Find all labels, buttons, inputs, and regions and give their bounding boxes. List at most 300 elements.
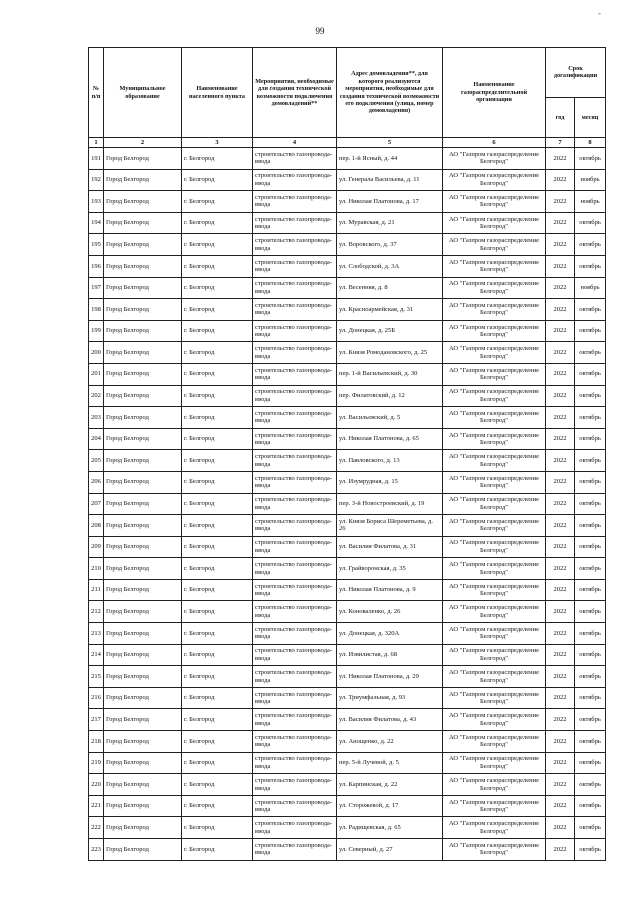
settlement-cell: г. Белгород <box>182 493 253 515</box>
year-cell: 2022 <box>546 515 575 537</box>
row-number: 202 <box>89 385 104 407</box>
row-number: 209 <box>89 536 104 558</box>
month-cell: октябрь <box>575 342 606 364</box>
month-cell: октябрь <box>575 623 606 645</box>
address-cell: ул. Николая Платонова, д. 9 <box>337 579 443 601</box>
settlement-cell: г. Белгород <box>182 644 253 666</box>
year-cell: 2022 <box>546 385 575 407</box>
month-cell: октябрь <box>575 752 606 774</box>
row-number: 218 <box>89 731 104 753</box>
row-number: 213 <box>89 623 104 645</box>
organization-cell: АО "Газпром газораспределение Белгород" <box>443 255 546 277</box>
settlement-cell: г. Белгород <box>182 471 253 493</box>
municipality-cell: Город Белгород <box>104 342 182 364</box>
row-number: 220 <box>89 774 104 796</box>
measure-cell: строительство газопровода-ввода <box>253 407 337 429</box>
address-cell: ул. Николая Платонова, д. 29 <box>337 666 443 688</box>
municipality-cell: Город Белгород <box>104 277 182 299</box>
table-row <box>89 601 606 623</box>
row-number: 200 <box>89 342 104 364</box>
organization-cell: АО "Газпром газораспределение Белгород" <box>443 515 546 537</box>
organization-cell: АО "Газпром газораспределение Белгород" <box>443 839 546 861</box>
month-cell: октябрь <box>575 407 606 429</box>
row-number: 203 <box>89 407 104 429</box>
address-cell: ул. Коноваленко, д. 26 <box>337 601 443 623</box>
year-cell: 2022 <box>546 601 575 623</box>
municipality-cell: Город Белгород <box>104 601 182 623</box>
measure-cell: строительство газопровода-ввода <box>253 320 337 342</box>
organization-cell: АО "Газпром газораспределение Белгород" <box>443 579 546 601</box>
address-cell: ул. Николая Платонова, д. 65 <box>337 428 443 450</box>
measure-cell: строительство газопровода-ввода <box>253 255 337 277</box>
organization-cell: АО "Газпром газораспределение Белгород" <box>443 428 546 450</box>
year-cell: 2022 <box>546 579 575 601</box>
row-number: 219 <box>89 752 104 774</box>
row-number: 211 <box>89 579 104 601</box>
municipality-cell: Город Белгород <box>104 515 182 537</box>
table-row <box>89 644 606 666</box>
month-cell: октябрь <box>575 320 606 342</box>
year-cell: 2022 <box>546 558 575 580</box>
address-cell: ул. Грайворонская, д. 35 <box>337 558 443 580</box>
organization-cell: АО "Газпром газораспределение Белгород" <box>443 666 546 688</box>
table-row <box>89 774 606 796</box>
measure-cell: строительство газопровода-ввода <box>253 558 337 580</box>
measure-cell: строительство газопровода-ввода <box>253 299 337 321</box>
month-cell: октябрь <box>575 385 606 407</box>
table-row <box>89 450 606 472</box>
settlement-cell: г. Белгород <box>182 774 253 796</box>
measure-cell: строительство газопровода-ввода <box>253 579 337 601</box>
month-cell: октябрь <box>575 299 606 321</box>
table-row <box>89 342 606 364</box>
organization-cell: АО "Газпром газораспределение Белгород" <box>443 234 546 256</box>
month-cell: октябрь <box>575 450 606 472</box>
organization-cell: АО "Газпром газораспределение Белгород" <box>443 795 546 817</box>
row-number: 215 <box>89 666 104 688</box>
measure-cell: строительство газопровода-ввода <box>253 601 337 623</box>
address-cell: ул. Князя Ромодановского, д. 25 <box>337 342 443 364</box>
row-number: 221 <box>89 795 104 817</box>
col-number: 3 <box>182 138 253 148</box>
row-number: 210 <box>89 558 104 580</box>
month-cell: октябрь <box>575 687 606 709</box>
col-number: 8 <box>575 138 606 148</box>
year-cell: 2022 <box>546 450 575 472</box>
measure-cell: строительство газопровода-ввода <box>253 428 337 450</box>
table-row <box>89 299 606 321</box>
organization-cell: АО "Газпром газораспределение Белгород" <box>443 687 546 709</box>
address-cell: ул. Северный, д. 27 <box>337 839 443 861</box>
settlement-cell: г. Белгород <box>182 839 253 861</box>
row-number: 201 <box>89 363 104 385</box>
municipality-cell: Город Белгород <box>104 709 182 731</box>
month-cell: октябрь <box>575 471 606 493</box>
header-measures: Мероприятия, необходимые для создания технической возможности подключения домовладений** <box>253 48 337 138</box>
year-cell: 2022 <box>546 774 575 796</box>
municipality-cell: Город Белгород <box>104 234 182 256</box>
month-cell: октябрь <box>575 212 606 234</box>
header-deadline: Срок догазификации <box>546 48 606 98</box>
measure-cell: строительство газопровода-ввода <box>253 623 337 645</box>
settlement-cell: г. Белгород <box>182 579 253 601</box>
row-number: 207 <box>89 493 104 515</box>
year-cell: 2022 <box>546 666 575 688</box>
measure-cell: строительство газопровода-ввода <box>253 212 337 234</box>
municipality-cell: Город Белгород <box>104 731 182 753</box>
address-cell: ул. Донецкая, д. 25Б <box>337 320 443 342</box>
measure-cell: строительство газопровода-ввода <box>253 191 337 213</box>
measure-cell: строительство газопровода-ввода <box>253 687 337 709</box>
month-cell: октябрь <box>575 363 606 385</box>
gasification-table <box>88 47 606 861</box>
address-cell: ул. Князя Бориса Шереметьева, д. 26 <box>337 515 443 537</box>
municipality-cell: Город Белгород <box>104 169 182 191</box>
table-row <box>89 234 606 256</box>
table-row <box>89 363 606 385</box>
table-row <box>89 752 606 774</box>
row-number: 214 <box>89 644 104 666</box>
settlement-cell: г. Белгород <box>182 515 253 537</box>
column-numbers-row <box>89 138 606 148</box>
table-row <box>89 255 606 277</box>
organization-cell: АО "Газпром газораспределение Белгород" <box>443 774 546 796</box>
municipality-cell: Город Белгород <box>104 471 182 493</box>
address-cell: ул. Слободской, д. 3А <box>337 255 443 277</box>
header-organization: Наименование газораспределительной организации <box>443 48 546 138</box>
settlement-cell: г. Белгород <box>182 428 253 450</box>
table-row <box>89 148 606 170</box>
settlement-cell: г. Белгород <box>182 299 253 321</box>
row-number: 192 <box>89 169 104 191</box>
address-cell: пер. 1-й Ясный, д. 44 <box>337 148 443 170</box>
settlement-cell: г. Белгород <box>182 342 253 364</box>
address-cell: ул. Воровского, д. 37 <box>337 234 443 256</box>
month-cell: октябрь <box>575 839 606 861</box>
measure-cell: строительство газопровода-ввода <box>253 731 337 753</box>
organization-cell: АО "Газпром газораспределение Белгород" <box>443 471 546 493</box>
municipality-cell: Город Белгород <box>104 536 182 558</box>
settlement-cell: г. Белгород <box>182 795 253 817</box>
year-cell: 2022 <box>546 623 575 645</box>
organization-cell: АО "Газпром газораспределение Белгород" <box>443 644 546 666</box>
month-cell: октябрь <box>575 709 606 731</box>
header-num: № п/п <box>89 48 104 138</box>
table-row <box>89 536 606 558</box>
municipality-cell: Город Белгород <box>104 752 182 774</box>
year-cell: 2022 <box>546 407 575 429</box>
month-cell: ноябрь <box>575 277 606 299</box>
settlement-cell: г. Белгород <box>182 752 253 774</box>
organization-cell: АО "Газпром газораспределение Белгород" <box>443 752 546 774</box>
month-cell: ноябрь <box>575 169 606 191</box>
row-number: 206 <box>89 471 104 493</box>
measure-cell: строительство газопровода-ввода <box>253 471 337 493</box>
measure-cell: строительство газопровода-ввода <box>253 342 337 364</box>
row-number: 204 <box>89 428 104 450</box>
year-cell: 2022 <box>546 234 575 256</box>
col-number: 1 <box>89 138 104 148</box>
municipality-cell: Город Белгород <box>104 666 182 688</box>
measure-cell: строительство газопровода-ввода <box>253 277 337 299</box>
settlement-cell: г. Белгород <box>182 817 253 839</box>
month-cell: октябрь <box>575 428 606 450</box>
header-municipality: Муниципальное образование <box>104 48 182 138</box>
month-cell: октябрь <box>575 644 606 666</box>
municipality-cell: Город Белгород <box>104 558 182 580</box>
table-row <box>89 169 606 191</box>
table-row <box>89 407 606 429</box>
address-cell: пер. 1-й Васильевский, д. 30 <box>337 363 443 385</box>
month-cell: октябрь <box>575 234 606 256</box>
municipality-cell: Город Белгород <box>104 450 182 472</box>
year-cell: 2022 <box>546 277 575 299</box>
table-row <box>89 471 606 493</box>
table-row <box>89 493 606 515</box>
measure-cell: строительство газопровода-ввода <box>253 774 337 796</box>
year-cell: 2022 <box>546 363 575 385</box>
month-cell: октябрь <box>575 558 606 580</box>
row-number: 196 <box>89 255 104 277</box>
year-cell: 2022 <box>546 148 575 170</box>
address-cell: ул. Николая Платонова, д. 17 <box>337 191 443 213</box>
row-number: 223 <box>89 839 104 861</box>
month-cell: октябрь <box>575 817 606 839</box>
year-cell: 2022 <box>546 687 575 709</box>
col-number: 6 <box>443 138 546 148</box>
year-cell: 2022 <box>546 255 575 277</box>
measure-cell: строительство газопровода-ввода <box>253 385 337 407</box>
row-number: 191 <box>89 148 104 170</box>
address-cell: ул. Василия Филатова, д. 31 <box>337 536 443 558</box>
year-cell: 2022 <box>546 191 575 213</box>
row-number: 216 <box>89 687 104 709</box>
municipality-cell: Город Белгород <box>104 644 182 666</box>
header-address: Адрес домовладения**, для которого реализуются мероприятия, необходимые для создания технической возможности его подключения (улица, номер домовладения) <box>337 48 443 138</box>
settlement-cell: г. Белгород <box>182 601 253 623</box>
settlement-cell: г. Белгород <box>182 234 253 256</box>
col-number: 2 <box>104 138 182 148</box>
row-number: 222 <box>89 817 104 839</box>
measure-cell: строительство газопровода-ввода <box>253 234 337 256</box>
table-row <box>89 385 606 407</box>
municipality-cell: Город Белгород <box>104 623 182 645</box>
address-cell: ул. Донецкая, д. 320А <box>337 623 443 645</box>
year-cell: 2022 <box>546 320 575 342</box>
year-cell: 2022 <box>546 536 575 558</box>
settlement-cell: г. Белгород <box>182 687 253 709</box>
municipality-cell: Город Белгород <box>104 299 182 321</box>
address-cell: пер. Филатовский, д. 12 <box>337 385 443 407</box>
address-cell: ул. Извилистая, д. 68 <box>337 644 443 666</box>
table-row <box>89 731 606 753</box>
organization-cell: АО "Газпром газораспределение Белгород" <box>443 363 546 385</box>
municipality-cell: Город Белгород <box>104 795 182 817</box>
organization-cell: АО "Газпром газораспределение Белгород" <box>443 623 546 645</box>
organization-cell: АО "Газпром газораспределение Белгород" <box>443 342 546 364</box>
settlement-cell: г. Белгород <box>182 709 253 731</box>
measure-cell: строительство газопровода-ввода <box>253 752 337 774</box>
organization-cell: АО "Газпром газораспределение Белгород" <box>443 558 546 580</box>
address-cell: ул. Изумрудная, д. 15 <box>337 471 443 493</box>
table-row <box>89 839 606 861</box>
municipality-cell: Город Белгород <box>104 212 182 234</box>
year-cell: 2022 <box>546 342 575 364</box>
measure-cell: строительство газопровода-ввода <box>253 493 337 515</box>
table-body <box>89 148 606 861</box>
month-cell: ноябрь <box>575 191 606 213</box>
year-cell: 2022 <box>546 839 575 861</box>
month-cell: октябрь <box>575 255 606 277</box>
address-cell: ул. Василия Филатова, д. 43 <box>337 709 443 731</box>
address-cell: пер. 3-й Новостроевский, д. 19 <box>337 493 443 515</box>
settlement-cell: г. Белгород <box>182 450 253 472</box>
municipality-cell: Город Белгород <box>104 839 182 861</box>
organization-cell: АО "Газпром газораспределение Белгород" <box>443 148 546 170</box>
municipality-cell: Город Белгород <box>104 687 182 709</box>
table-row <box>89 795 606 817</box>
settlement-cell: г. Белгород <box>182 385 253 407</box>
month-cell: октябрь <box>575 601 606 623</box>
organization-cell: АО "Газпром газораспределение Белгород" <box>443 212 546 234</box>
address-cell: ул. Анощенко, д. 22 <box>337 731 443 753</box>
address-cell: ул. Муравская, д. 21 <box>337 212 443 234</box>
year-cell: 2022 <box>546 428 575 450</box>
year-cell: 2022 <box>546 644 575 666</box>
address-cell: ул. Радищевская, д. 65 <box>337 817 443 839</box>
year-cell: 2022 <box>546 731 575 753</box>
table-row <box>89 579 606 601</box>
page-number: 99 <box>315 26 325 36</box>
settlement-cell: г. Белгород <box>182 191 253 213</box>
year-cell: 2022 <box>546 709 575 731</box>
table-row <box>89 558 606 580</box>
header-month: месяц <box>575 97 606 137</box>
row-number: 208 <box>89 515 104 537</box>
organization-cell: АО "Газпром газораспределение Белгород" <box>443 320 546 342</box>
address-cell: ул. Васильевский, д. 5 <box>337 407 443 429</box>
organization-cell: АО "Газпром газораспределение Белгород" <box>443 731 546 753</box>
organization-cell: АО "Газпром газораспределение Белгород" <box>443 493 546 515</box>
month-cell: октябрь <box>575 148 606 170</box>
table-row <box>89 817 606 839</box>
municipality-cell: Город Белгород <box>104 191 182 213</box>
organization-cell: АО "Газпром газораспределение Белгород" <box>443 601 546 623</box>
measure-cell: строительство газопровода-ввода <box>253 795 337 817</box>
organization-cell: АО "Газпром газораспределение Белгород" <box>443 450 546 472</box>
settlement-cell: г. Белгород <box>182 536 253 558</box>
measure-cell: строительство газопровода-ввода <box>253 839 337 861</box>
row-number: 194 <box>89 212 104 234</box>
measure-cell: строительство газопровода-ввода <box>253 363 337 385</box>
table-row <box>89 277 606 299</box>
organization-cell: АО "Газпром газораспределение Белгород" <box>443 385 546 407</box>
organization-cell: АО "Газпром газораспределение Белгород" <box>443 277 546 299</box>
municipality-cell: Город Белгород <box>104 320 182 342</box>
settlement-cell: г. Белгород <box>182 212 253 234</box>
municipality-cell: Город Белгород <box>104 255 182 277</box>
month-cell: октябрь <box>575 774 606 796</box>
col-number: 7 <box>546 138 575 148</box>
month-cell: октябрь <box>575 579 606 601</box>
municipality-cell: Город Белгород <box>104 407 182 429</box>
organization-cell: АО "Газпром газораспределение Белгород" <box>443 817 546 839</box>
municipality-cell: Город Белгород <box>104 774 182 796</box>
measure-cell: строительство газопровода-ввода <box>253 644 337 666</box>
municipality-cell: Город Белгород <box>104 385 182 407</box>
settlement-cell: г. Белгород <box>182 363 253 385</box>
address-cell: ул. Павловского, д. 13 <box>337 450 443 472</box>
row-number: 205 <box>89 450 104 472</box>
organization-cell: АО "Газпром газораспределение Белгород" <box>443 169 546 191</box>
table-header <box>89 48 606 148</box>
year-cell: 2022 <box>546 471 575 493</box>
table-row <box>89 320 606 342</box>
organization-cell: АО "Газпром газораспределение Белгород" <box>443 407 546 429</box>
settlement-cell: г. Белгород <box>182 558 253 580</box>
settlement-cell: г. Белгород <box>182 407 253 429</box>
year-cell: 2022 <box>546 299 575 321</box>
municipality-cell: Город Белгород <box>104 493 182 515</box>
month-cell: октябрь <box>575 731 606 753</box>
table-row <box>89 666 606 688</box>
measure-cell: строительство газопровода-ввода <box>253 515 337 537</box>
settlement-cell: г. Белгород <box>182 255 253 277</box>
measure-cell: строительство газопровода-ввода <box>253 536 337 558</box>
address-cell: ул. Генерала Васильева, д. 11 <box>337 169 443 191</box>
col-number: 4 <box>253 138 337 148</box>
measure-cell: строительство газопровода-ввода <box>253 817 337 839</box>
month-cell: октябрь <box>575 515 606 537</box>
table-row <box>89 623 606 645</box>
col-number: 5 <box>337 138 443 148</box>
table-row <box>89 709 606 731</box>
organization-cell: АО "Газпром газораспределение Белгород" <box>443 709 546 731</box>
row-number: 195 <box>89 234 104 256</box>
measure-cell: строительство газопровода-ввода <box>253 169 337 191</box>
month-cell: октябрь <box>575 493 606 515</box>
table-row <box>89 687 606 709</box>
municipality-cell: Город Белгород <box>104 817 182 839</box>
table-row <box>89 212 606 234</box>
month-cell: октябрь <box>575 795 606 817</box>
header-year: год <box>546 97 575 137</box>
settlement-cell: г. Белгород <box>182 277 253 299</box>
row-number: 198 <box>89 299 104 321</box>
municipality-cell: Город Белгород <box>104 428 182 450</box>
month-cell: октябрь <box>575 666 606 688</box>
address-cell: ул. Красноармейская, д. 31 <box>337 299 443 321</box>
municipality-cell: Город Белгород <box>104 148 182 170</box>
header-settlement: Наименование населенного пункта <box>182 48 253 138</box>
address-cell: ул. Карпинская, д. 22 <box>337 774 443 796</box>
year-cell: 2022 <box>546 493 575 515</box>
table-row <box>89 515 606 537</box>
measure-cell: строительство газопровода-ввода <box>253 450 337 472</box>
year-cell: 2022 <box>546 212 575 234</box>
year-cell: 2022 <box>546 752 575 774</box>
address-cell: ул. Триумфальная, д. 93 <box>337 687 443 709</box>
address-cell: ул. Весенняя, д. 8 <box>337 277 443 299</box>
year-cell: 2022 <box>546 795 575 817</box>
address-cell: пер. 5-й Лучевой, д. 5 <box>337 752 443 774</box>
row-number: 193 <box>89 191 104 213</box>
organization-cell: АО "Газпром газораспределение Белгород" <box>443 299 546 321</box>
row-number: 197 <box>89 277 104 299</box>
row-number: 199 <box>89 320 104 342</box>
row-number: 212 <box>89 601 104 623</box>
month-cell: октябрь <box>575 536 606 558</box>
